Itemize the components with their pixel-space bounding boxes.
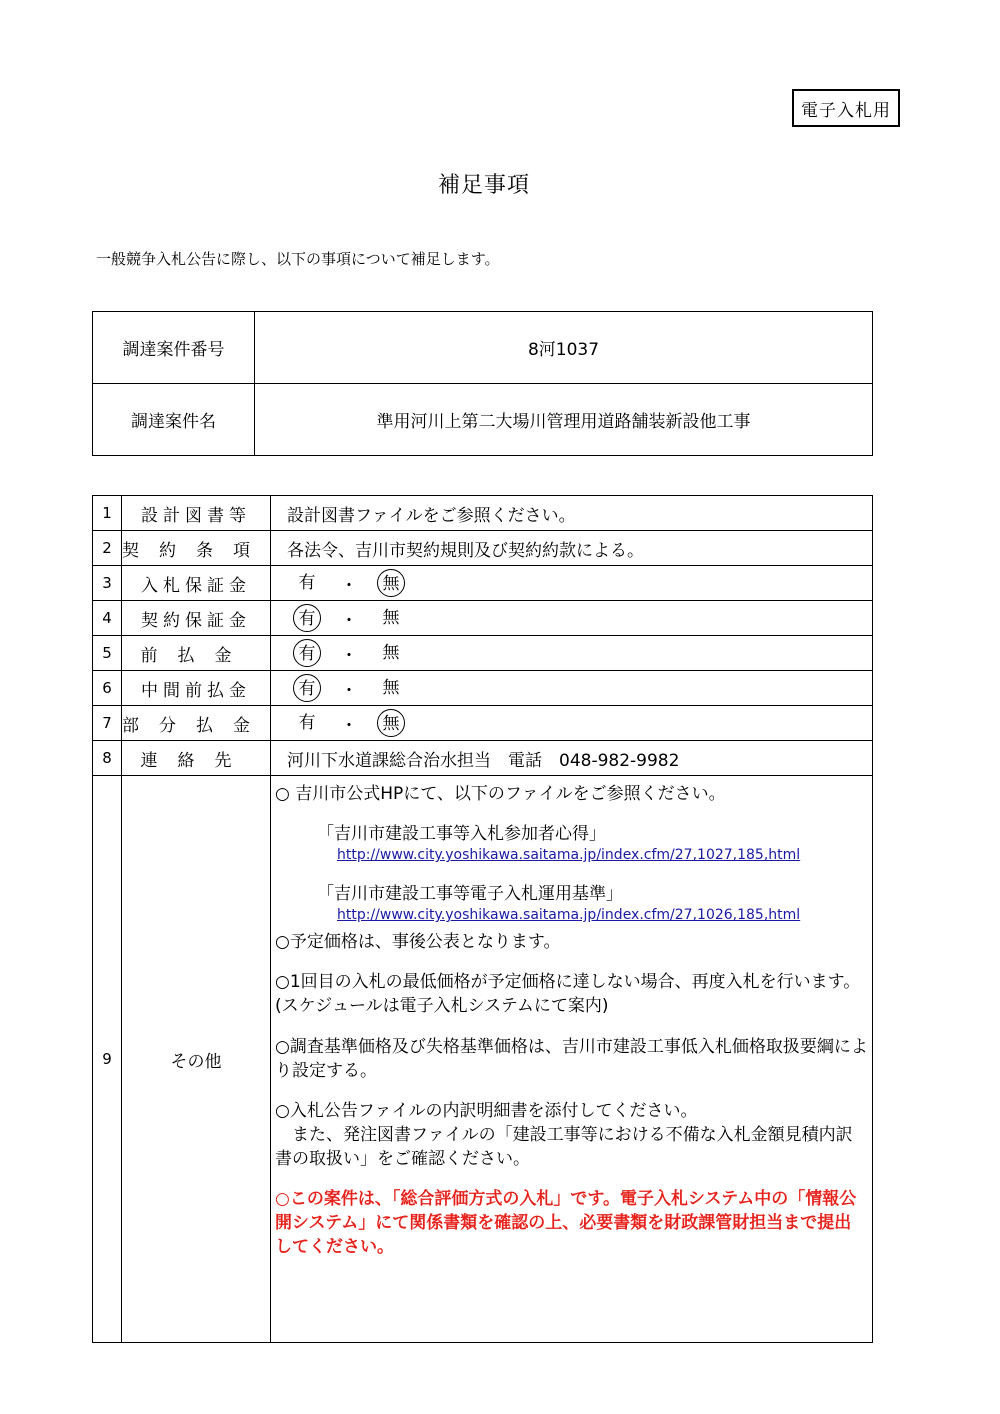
yes-option: 有 (298, 573, 316, 593)
item-value: 各法令、吉川市契約規則及び契約約款による。 (271, 531, 873, 566)
note-rebid: ○1回目の入札の最低価格が予定価格に達しない場合、再度入札を行います。(スケジュールは電子入札システムにて案内) (275, 972, 861, 1017)
no-option-circled: 無 (377, 709, 405, 737)
item-row-design-docs (93, 496, 873, 531)
item-row-contact (93, 741, 873, 776)
item-number: 1 (93, 496, 122, 531)
item-number: 6 (93, 671, 122, 706)
yes-no-cell (271, 636, 873, 671)
note-breakdown-confirm: また、発注図書ファイルの「建設工事等における不備な入札金額見積内訳書の取扱い」をご確認ください。 (275, 1124, 853, 1169)
hp-note: ○ 吉川市公式HPにて、以下のファイルをご参照ください。 (275, 784, 726, 804)
item-label: 設計図書等 (122, 496, 271, 531)
yes-no-cell (271, 671, 873, 706)
yes-no-cell (271, 566, 873, 601)
item-value: 河川下水道課総合治水担当 電話 048-982-9982 (271, 741, 873, 776)
item-value: 設計図書ファイルをご参照ください。 (271, 496, 873, 531)
note-investigation-price: ○調査基準価格及び失格基準価格は、吉川市建設工事低入札価格取扱要綱により設定する。 (275, 1036, 868, 1081)
separator: ・ (340, 610, 358, 631)
no-option: 無 (382, 608, 400, 628)
separator: ・ (340, 715, 358, 736)
note-planned-price: ○予定価格は、事後公表となります。 (275, 932, 561, 953)
procurement-name-row (93, 384, 873, 456)
item-number: 3 (93, 566, 122, 601)
doc-title-bidder-guide: 「吉川市建設工事等入札参加者心得」 (317, 824, 606, 845)
item-row-partial-payment (93, 706, 873, 741)
electronic-bid-stamp: 電子入札用 (792, 89, 900, 127)
item-row-interim-advance (93, 671, 873, 706)
supplementary-items-table (92, 495, 873, 1343)
no-option: 無 (382, 678, 400, 698)
item-label: 連絡先 (122, 741, 271, 776)
item-row-contract-terms (93, 531, 873, 566)
other-notes-cell (271, 776, 873, 1343)
intro-text: 一般競争入札公告に際し、以下の事項について補足します。 (96, 250, 500, 268)
item-number: 4 (93, 601, 122, 636)
separator: ・ (340, 645, 358, 666)
item-number: 9 (93, 776, 122, 1343)
item-label: 部分払金 (122, 706, 271, 741)
procurement-name-value: 準用河川上第二大場川管理用道路舗装新設他工事 (255, 384, 873, 456)
item-label: 契約条項 (122, 531, 271, 566)
link-bidder-guide[interactable]: http://www.city.yoshikawa.saitama.jp/index.cfm/27,1027,185,html (337, 847, 801, 864)
separator: ・ (340, 575, 358, 596)
note-comprehensive-evaluation: ○この案件は、「総合評価方式の入札」です。電子入札システム中の「情報公開システム」にて関係書類を確認の上、必要書類を財政課管財担当まで提出してください。 (275, 1189, 857, 1258)
item-row-advance-payment (93, 636, 873, 671)
yes-no-cell (271, 706, 873, 741)
item-label: 前払金 (122, 636, 271, 671)
yes-option: 有 (298, 713, 316, 733)
separator: ・ (340, 680, 358, 701)
note-breakdown-attach: ○入札公告ファイルの内訳明細書を添付してください。 (275, 1100, 698, 1121)
item-label: 中間前払金 (122, 671, 271, 706)
item-number: 5 (93, 636, 122, 671)
doc-title-ebid-standard: 「吉川市建設工事等電子入札運用基準」 (317, 884, 623, 905)
item-number: 8 (93, 741, 122, 776)
yes-option-circled: 有 (293, 674, 321, 702)
no-option-circled: 無 (377, 569, 405, 597)
procurement-number-label: 調達案件番号 (93, 312, 255, 384)
item-row-bid-bond (93, 566, 873, 601)
no-option: 無 (382, 643, 400, 663)
item-label: 入札保証金 (122, 566, 271, 601)
procurement-name-label: 調達案件名 (93, 384, 255, 456)
procurement-number-value: 8河1037 (255, 312, 873, 384)
procurement-info-table (92, 311, 873, 456)
page-title: 補足事項 (437, 173, 530, 198)
link-ebid-standard[interactable]: http://www.city.yoshikawa.saitama.jp/index.cfm/27,1026,185,html (337, 907, 801, 924)
item-label: その他 (122, 776, 271, 1343)
item-number: 2 (93, 531, 122, 566)
yes-option-circled: 有 (293, 604, 321, 632)
yes-no-cell (271, 601, 873, 636)
item-row-other (93, 776, 873, 1343)
item-label: 契約保証金 (122, 601, 271, 636)
item-number: 7 (93, 706, 122, 741)
procurement-number-row (93, 312, 873, 384)
yes-option-circled: 有 (293, 639, 321, 667)
item-row-contract-bond (93, 601, 873, 636)
